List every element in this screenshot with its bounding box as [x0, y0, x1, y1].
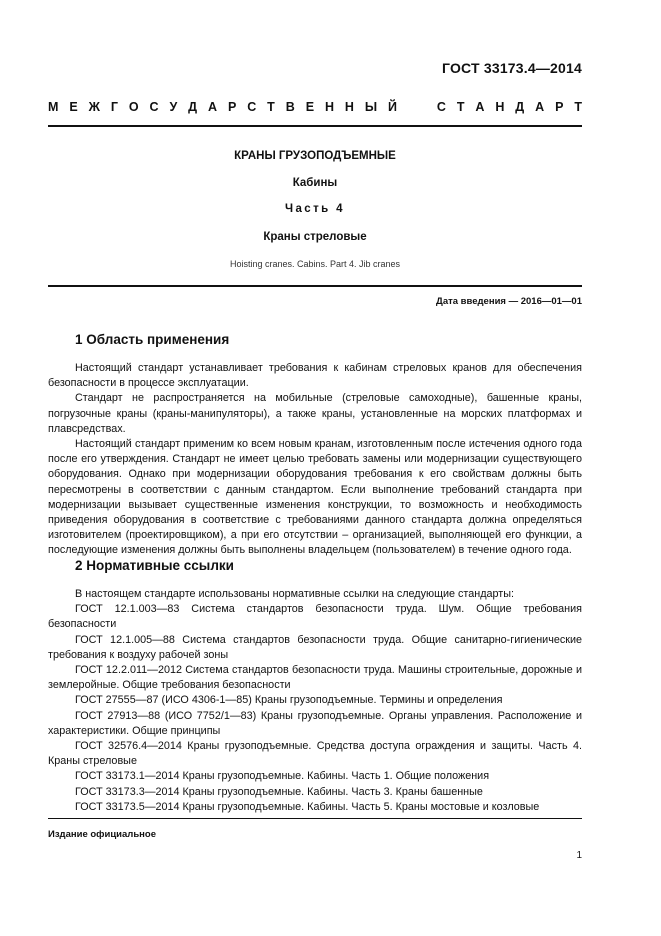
reference-item: ГОСТ 12.2.011—2012 Система стандартов безопасности труда. Машины строительные, дорожные и землеройные. Общие требования безопасности: [48, 664, 582, 692]
document-subtitle: Кабины: [292, 177, 338, 189]
standard-number: ГОСТ 33173.4—2014: [442, 60, 582, 76]
banner-letter: Е: [69, 100, 78, 114]
interstate-standard-banner: [48, 100, 582, 114]
edition-label: Издание официальное: [48, 829, 156, 840]
banner-letter: О: [128, 100, 139, 114]
banner-letter: Д: [188, 100, 198, 114]
banner-letter: А: [475, 100, 485, 114]
english-title: Hoisting cranes. Cabins. Part 4. Jib cranes: [229, 259, 401, 269]
banner-letter: Й: [388, 100, 398, 114]
page-number: 1: [576, 850, 582, 861]
banner-letter: Т: [456, 100, 465, 114]
banner-letter: Д: [515, 100, 525, 114]
section-heading-scope: 1 Область применения: [75, 332, 230, 347]
banner-letter: Т: [574, 100, 582, 114]
reference-item: ГОСТ 12.1.005—88 Система стандартов безопасности труда. Общие санитарно-гигиенические требования к воздуху рабочей зоны: [48, 633, 582, 661]
reference-item: ГОСТ 33173.3—2014 Краны грузоподъемные. Кабины. Часть 3. Краны башенные: [75, 785, 483, 798]
banner-letter: Т: [267, 100, 275, 114]
paragraph: Стандарт не распространяется на мобильные (стреловые самоходные), башенные краны, погрузочные краны (краны-манипуляторы), а также краны, установленные на морских платформах и плавсредствах.: [48, 392, 582, 435]
reference-item: ГОСТ 32576.4—2014 Краны грузоподъемные. Средства доступа ограждения и защиты. Часть 4. Краны стреловые: [48, 740, 582, 768]
document-title: КРАНЫ ГРУЗОПОДЪЕМНЫЕ: [234, 150, 396, 162]
banner-letter: А: [208, 100, 218, 114]
section-body-references: [48, 587, 582, 815]
document-part: Часть 4: [285, 203, 345, 215]
reference-item: ГОСТ 33173.5—2014 Краны грузоподъемные. Кабины. Часть 5. Краны мостовые и козловые: [75, 800, 540, 813]
banner-word-gap: [408, 100, 426, 114]
banner-letter: В: [285, 100, 295, 114]
paragraph: В настоящем стандарте использованы нормативные ссылки на следующие стандарты:: [75, 588, 514, 600]
banner-letter: С: [247, 100, 257, 114]
reference-item: ГОСТ 27913—88 (ИСО 7752/1—83) Краны грузоподъемные. Органы управления. Расположение и характеристики. Общие принципы: [48, 709, 582, 737]
paragraph: Настоящий стандарт устанавливает требования к кабинам стреловых кранов для обеспечения безопасности в процессе эксплуатации.: [48, 362, 582, 390]
banner-letter: С: [149, 100, 159, 114]
part-title: Краны стреловые: [263, 231, 367, 243]
section-heading-references: 2 Нормативные ссылки: [75, 558, 234, 573]
header-rule: [48, 125, 582, 127]
banner-letter: Е: [305, 100, 315, 114]
reference-item: ГОСТ 12.1.003—83 Система стандартов безопасности труда. Шум. Общие требования безопасности: [48, 603, 582, 631]
footer-rule: [48, 818, 582, 819]
reference-item: ГОСТ 27555—87 (ИСО 4306-1—85) Краны грузоподъемные. Термины и определения: [75, 694, 503, 707]
banner-letter: Ж: [88, 100, 100, 114]
banner-letter: Н: [324, 100, 334, 114]
banner-letter: А: [535, 100, 545, 114]
banner-letter: Р: [227, 100, 237, 114]
paragraph: Настоящий стандарт применим ко всем новым кранам, изготовленным после истечения одного года после его утверждения. Стандарт не имеет целью требовать замены или модернизации существующего оборудования. Однако при модернизации оборудования требования к его свойствам должны быть пересмотрены в соответствии с данным стандартом. Если выполнение требований стандарта при модернизации вызывает существенные изменения конструкции, то возможность и необходимость приведения оборудования в соответствие с требованиями данного стандарта должна определяться изготовителем (проектировщиком), а при его отсутствии – организацией, выполняющей его функции, а последующие изменения должны быть выполнены владельцем (пользователем) в течение одного года.: [48, 438, 582, 557]
banner-letter: Н: [344, 100, 354, 114]
banner-letter: Г: [110, 100, 118, 114]
banner-letter: Р: [555, 100, 564, 114]
reference-item: ГОСТ 33173.1—2014 Краны грузоподъемные. Кабины. Часть 1. Общие положения: [75, 770, 490, 783]
title-rule: [48, 285, 582, 287]
banner-letter: С: [436, 100, 446, 114]
banner-letter: У: [169, 100, 178, 114]
banner-letter: Н: [495, 100, 505, 114]
section-body-scope: [48, 361, 582, 559]
banner-letter: М: [48, 100, 59, 114]
introduction-date: Дата введения — 2016—01—01: [436, 296, 582, 307]
banner-letter: Ы: [364, 100, 378, 114]
